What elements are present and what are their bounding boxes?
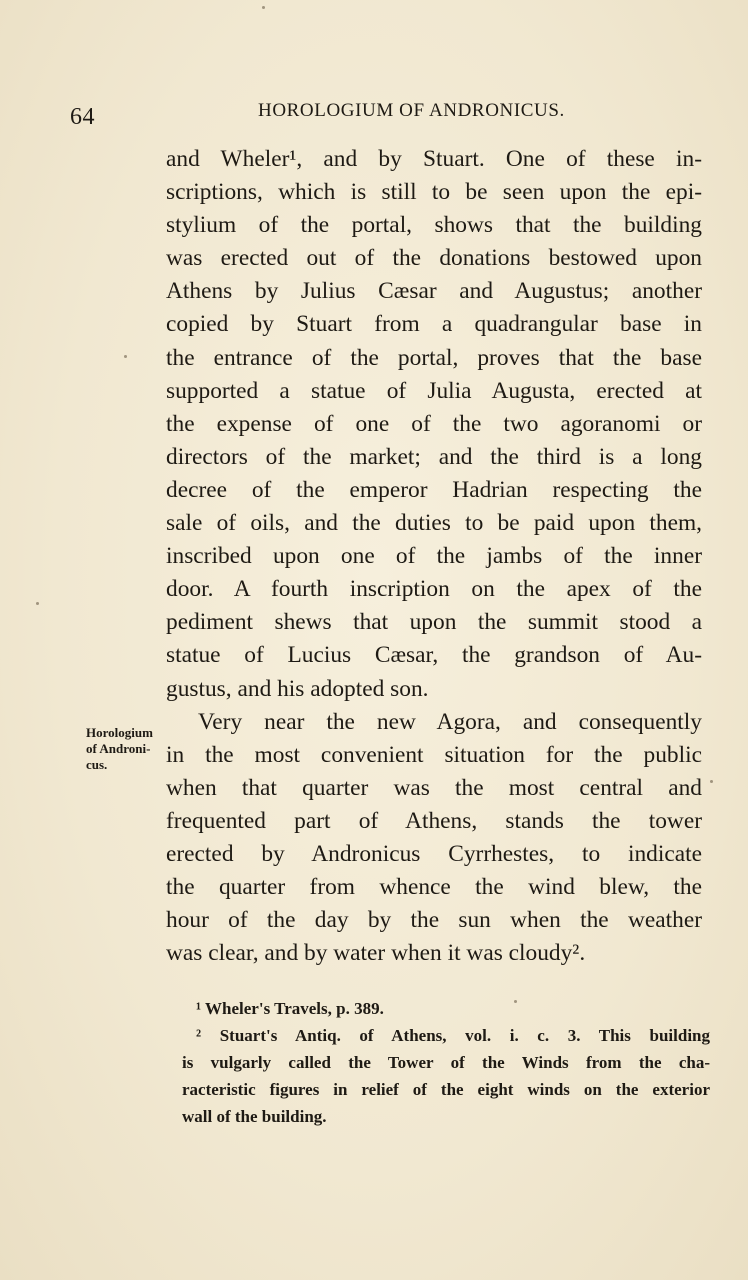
footnote-2-line: racteristic figures in relief of the eight winds on the exterior <box>182 1080 710 1099</box>
text-line: supported a statue of Julia Augusta, erected at <box>166 377 702 404</box>
text-line: the entrance of the portal, proves that the base <box>166 344 702 371</box>
text-line: when that quarter was the most central and <box>166 774 702 801</box>
footnote-1: ¹ Wheler's Travels, p. 389. <box>196 999 384 1018</box>
text-line: and Wheler¹, and by Stuart. One of these in- <box>166 146 702 172</box>
text-line: pediment shews that upon the summit stood a <box>166 609 702 636</box>
text-line: was erected out of the donations bestowed upon <box>166 245 702 272</box>
paper-speck <box>262 6 265 9</box>
text-line: the expense of one of the two agoranomi or <box>166 410 702 437</box>
text-line: statue of Lucius Cæsar, the grandson of Au- <box>166 642 702 669</box>
running-head: HOROLOGIUM OF ANDRONICUS. <box>258 100 565 121</box>
text-line: door. A fourth inscription on the apex of the <box>166 576 702 603</box>
paper-speck <box>36 602 39 605</box>
body-text <box>166 143 702 970</box>
footnote-2-line: ² Stuart's Antiq. of Athens, vol. i. c. 3. This building <box>196 1026 710 1045</box>
paper-speck <box>710 780 713 783</box>
marginal-note-line: cus. <box>86 757 108 772</box>
text-line: gustus, and his adopted son. <box>166 675 429 702</box>
text-line: inscribed upon one of the jambs of the inner <box>166 543 702 570</box>
footnote-2-line: wall of the building. <box>182 1107 327 1126</box>
marginal-note <box>86 725 153 773</box>
text-line: erected by Andronicus Cyrrhestes, to indicate <box>166 840 702 867</box>
text-line: decree of the emperor Hadrian respecting the <box>166 476 702 503</box>
marginal-note-line: Horologium <box>86 725 153 740</box>
footnote-2-line: is vulgarly called the Tower of the Winds from the cha- <box>182 1053 710 1072</box>
text-line: the quarter from whence the wind blew, the <box>166 874 702 901</box>
text-line: directors of the market; and the third is a long <box>166 443 702 470</box>
page-number: 64 <box>70 104 95 130</box>
text-line: copied by Stuart from a quadrangular base in <box>166 311 702 338</box>
text-line: frequented part of Athens, stands the tower <box>166 807 702 834</box>
text-line: in the most convenient situation for the public <box>166 741 702 768</box>
text-line: Athens by Julius Cæsar and Augustus; another <box>166 278 702 305</box>
text-line: was clear, and by water when it was cloudy². <box>166 940 586 967</box>
text-line: stylium of the portal, shows that the building <box>166 212 702 239</box>
paper-speck <box>514 1000 517 1003</box>
marginal-note-line: of Androni- <box>86 741 151 756</box>
text-line: hour of the day by the sun when the weather <box>166 907 702 934</box>
footnotes <box>182 995 710 1130</box>
text-line: scriptions, which is still to be seen upon the epi- <box>166 179 702 206</box>
text-line: sale of oils, and the duties to be paid upon them, <box>166 510 702 537</box>
text-line: Very near the new Agora, and consequently <box>198 708 702 735</box>
paper-speck <box>124 355 127 358</box>
